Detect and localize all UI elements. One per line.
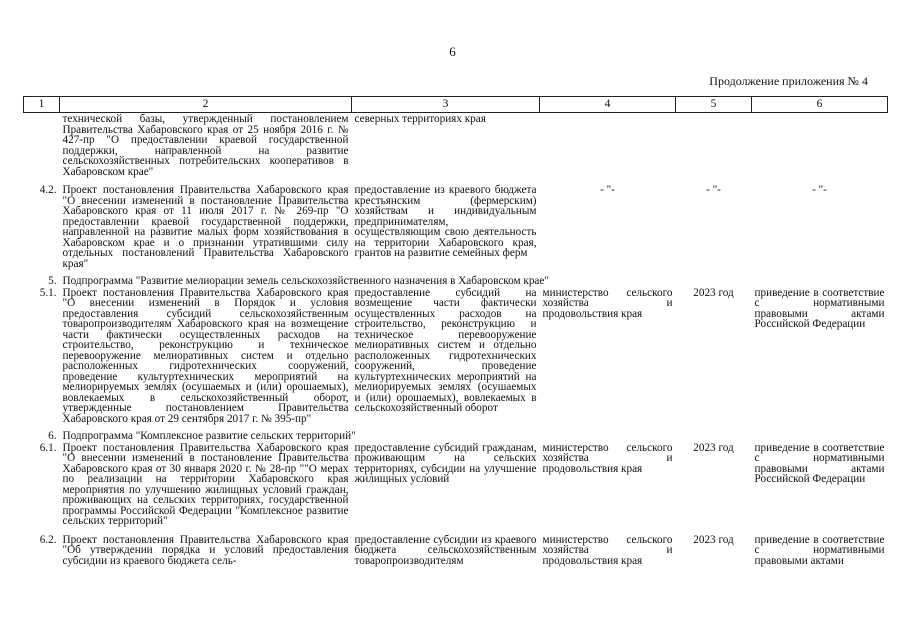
row-project-text: Проект постановления Правительства Хабаровского края "О внесении изменений в постановление Правительства Хабаровского края от 30 января 2020 г. № 28-пр ""О мерах по реализации на территории Хабаровского края мероприятия по улучшению жилищных условий граждан, проживающих на сельских территориях, государственной программы Российской Федерации "Комплексное развитие сельских территорий" bbox=[62, 441, 349, 527]
table-row bbox=[24, 184, 888, 276]
row-deadline: 2023 год bbox=[693, 286, 734, 299]
row-executor: министерство сельского хозяйства и продовольствия края bbox=[542, 286, 673, 320]
row-project-text: Проект постановления Правительства Хабаровского края "О внесении изменений в Порядок и условия предоставления субсидий сельскохозяйственным товаропроизводителям Хабаровского края на возмещение части фактически осуществленных расходов на строительство, реконструкцию и техническое перевооружение мелиоративных систем и отдельно расположенных гидротехнических сооружений, проведение культуртехнических мероприятий на мелиорируемых землях (осушаемых и (или) орошаемых), вовлекаемых в сельскохозяйственный оборот, утвержденные постановлением Правительства Хабаровского края от 29 сентября 2017 г. № 395-пр" bbox=[62, 286, 349, 425]
row-project-text: Проект постановления Правительства Хабаровского края "Об утверждении порядка и условий предоставления субсидии из краевого бюджета сель- bbox=[62, 533, 349, 567]
row-deadline: 2023 год bbox=[693, 533, 734, 546]
row-executor: министерство сельского хозяйства и продовольствия края bbox=[542, 441, 673, 475]
row-purpose-text: предоставление субсидий на возмещение части фактически осуществленных расходов на строительство, реконструкцию и техническое перевооружение мелиоративных систем и отдельно расположенных гидротехнических сооружений, проведение культуртехнических мероприятий на мелиорируемых землях (осушаемых и (или) орошаемых), вовлекаемых в сельскохозяйственный оборот bbox=[354, 286, 537, 414]
row-purpose-text: северных территориях края bbox=[354, 113, 486, 125]
row-purpose-text: предоставление субсидии из краевого бюджета сельскохозяйственным товаропроизводителям bbox=[354, 533, 537, 567]
section-number: 6. bbox=[48, 430, 57, 442]
section-title: Подпрограмма "Комплексное развитие сельских территорий" bbox=[62, 430, 356, 442]
row-deadline bbox=[676, 113, 752, 185]
appendix-continuation-label: Продолжение приложения № 4 bbox=[709, 74, 868, 88]
row-project-text: технической базы, утвержденный постановлением Правительства Хабаровского края от 25 ноября 2016 г. № 427-пр "О предоставлении краевой государственной поддержки, направленной на развитие сельскохозяйственных потребительских кооперативов в Хабаровском крае" bbox=[62, 113, 349, 178]
row-purpose-text: предоставление из краевого бюджета крестьянским (фермерским) хозяйствам и индивидуальным предпринимателям, осуществляющим свою деятельность на территории Хабаровского края, грантов на развитие семейных ферм bbox=[354, 184, 537, 259]
row-executor bbox=[540, 113, 676, 185]
table-row bbox=[24, 442, 888, 534]
row-number: 4.2. bbox=[39, 184, 57, 196]
section-number: 5. bbox=[48, 275, 57, 287]
row-result: - "- bbox=[812, 184, 827, 196]
column-header: 2 bbox=[60, 97, 352, 113]
section-title: Подпрограмма "Развитие мелиорации земель сельскохозяйственного назначения в Хабаровском крае" bbox=[62, 275, 549, 287]
section-heading-row bbox=[24, 431, 888, 442]
row-result: приведение в соответствие с нормативными правовыми актами Российской Федерации bbox=[754, 441, 885, 485]
row-number: 6.1. bbox=[39, 441, 57, 454]
appendix-table bbox=[23, 96, 888, 573]
row-number: 6.2. bbox=[39, 533, 57, 546]
row-deadline: 2023 год bbox=[693, 441, 734, 454]
table-row bbox=[24, 113, 888, 185]
table-row bbox=[24, 534, 888, 574]
row-executor: - "- bbox=[600, 184, 615, 196]
row-deadline: - "- bbox=[706, 184, 721, 196]
page-number: 6 bbox=[449, 44, 456, 59]
table-row bbox=[24, 287, 888, 432]
column-header: 4 bbox=[540, 97, 676, 113]
row-result bbox=[752, 113, 888, 185]
column-header: 3 bbox=[352, 97, 540, 113]
row-result: приведение в соответствие с нормативными правовыми актами Российской Федерации bbox=[754, 286, 885, 330]
table-header-row bbox=[24, 97, 888, 113]
row-number bbox=[24, 113, 60, 185]
row-result: приведение в соответствие с нормативными правовыми актами bbox=[754, 533, 885, 567]
row-number: 5.1. bbox=[39, 286, 57, 299]
column-header: 5 bbox=[676, 97, 752, 113]
column-header: 6 bbox=[752, 97, 888, 113]
row-project-text: Проект постановления Правительства Хабаровского края "О внесении изменений в постановление Правительства Хабаровского края от 11 июля 2017 г. № 269-пр "О предоставлении краевой государственной поддержки, направленной на развитие малых форм хозяйствования в Хабаровском крае и о признании утратившими силу отдельных постановлений Правительства Хабаровского края" bbox=[62, 184, 349, 270]
column-header: 1 bbox=[24, 97, 60, 113]
row-purpose-text: предоставление субсидий гражданам, проживающим на сельских территориях, субсидии на улучшение жилищных условий bbox=[354, 441, 537, 485]
row-executor: министерство сельского хозяйства и продовольствия края bbox=[542, 533, 673, 567]
section-heading-row bbox=[24, 276, 888, 287]
